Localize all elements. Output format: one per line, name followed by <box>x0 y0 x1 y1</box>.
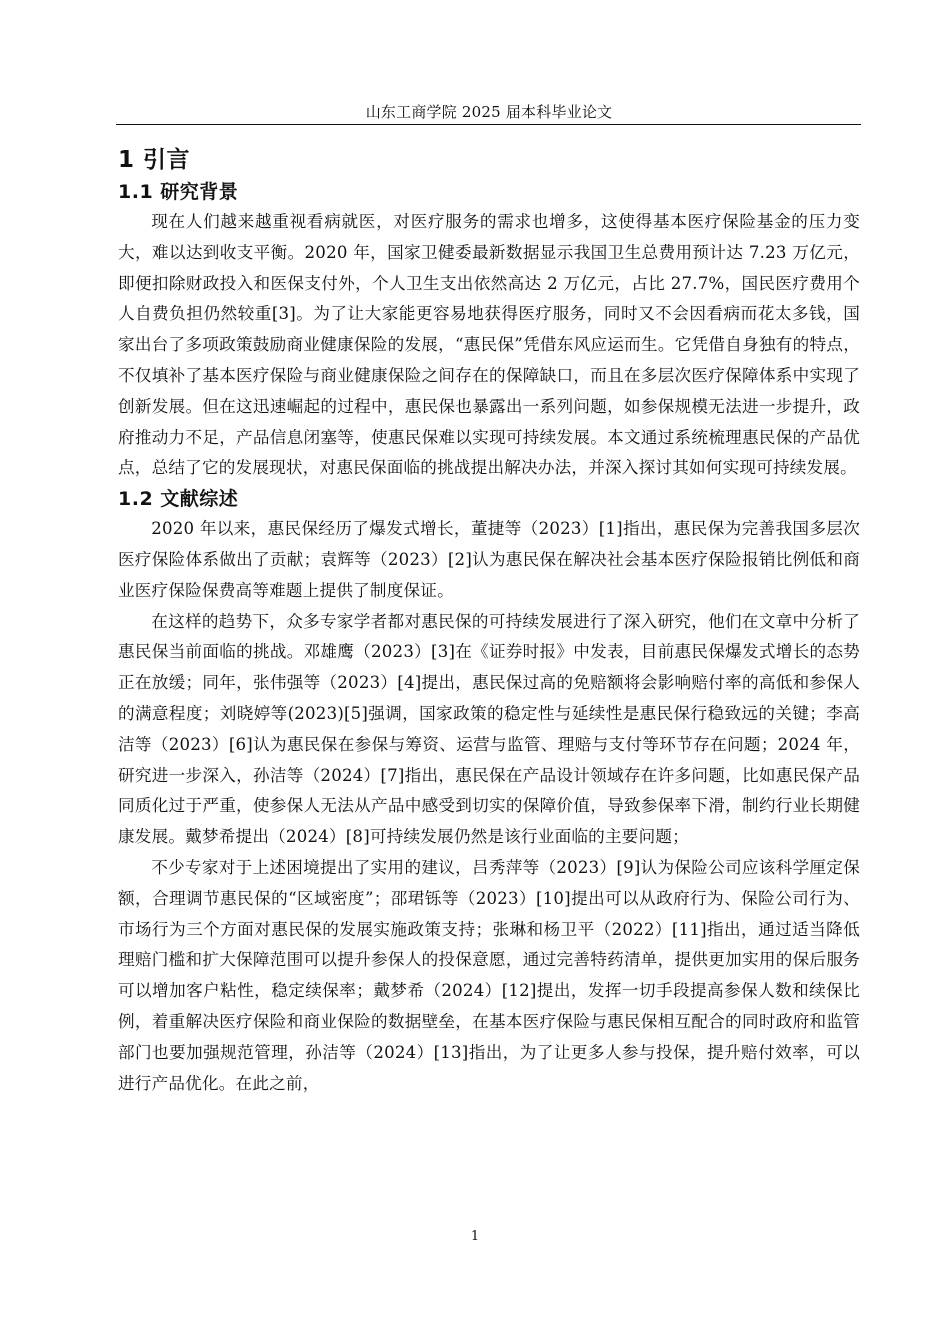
literature-review-paragraph-3: 不少专家对于上述困境提出了实用的建议，吕秀萍等（2023）[9]认为保险公司应该科学厘定保额，合理调节惠民保的“区域密度”；邵珺铄等（2023）[10]提出可以从政府行为、保险公司行为、市场行为三个方面对惠民保的发展实施政策支持；张琳和杨卫平（2022）[11]指出，通过适当降低理赔门槛和扩大保障范围可以提升参保人的投保意愿，通过完善特药清单，提供更加实用的保后服务可以增加客户粘性，稳定续保率；戴梦希（2024）[12]提出，发挥一切手段提高参保人数和续保比例，着重解决医疗保险和商业保险的数据壁垒，在基本医疗保险与惠民保相互配合的同时政府和监管部门也要加强规范管理，孙洁等（2024）[13]指出，为了让更多人参与投保，提升赔付效率，可以进行产品优化。在此之前， <box>118 857 860 1093</box>
section-title-research-background: 1.1 研究背景 <box>118 181 239 203</box>
literature-review-paragraph-2: 在这样的趋势下，众多专家学者都对惠民保的可持续发展进行了深入研究，他们在文章中分析了惠民保当前面临的挑战。邓雄鹰（2023）[3]在《证券时报》中发表，目前惠民保爆发式增长的态势正在放缓；同年，张伟强等（2023）[4]提出，惠民保过高的免赔额将会影响赔付率的高低和参保人的满意程度；刘晓婷等(2023)[5]强调，国家政策的稳定性与延续性是惠民保行稳致远的关键；李高洁等（2023）[6]认为惠民保在参保与筹资、运营与监管、理赔与支付等环节存在问题；2024 年，研究进一步深入，孙洁等（2024）[7]指出，惠民保在产品设计领域存在许多问题，比如惠民保产品同质化过于严重，使参保人无法从产品中感受到切实的保障价值，导致参保率下滑，制约行业长期健康发展。戴梦希提出（2024）[8]可持续发展仍然是该行业面临的主要问题； <box>118 611 860 847</box>
section-title-literature-review: 1.2 文献综述 <box>118 488 239 511</box>
research-background-paragraph: 现在人们越来越重视看病就医，对医疗服务的需求也增多，这使得基本医疗保险基金的压力变大，难以达到收支平衡。2020 年，国家卫健委最新数据显示我国卫生总费用预计达 7.23 万亿元，即便扣除财政投入和医保支付外，个人卫生支出依然高达 2 万亿元，占比 27.7%，国民医疗费用个人自费负担仍然较重[3]。为了让大家能更容易地获得医疗服务，同时又不会因看病而花太多钱，国家出台了多项政策鼓励商业健康保险的发展，“惠民保”凭借东风应运而生。它凭借自身独有的特点，不仅填补了基本医疗保险与商业健康保险之间存在的保障缺口，而且在多层次医疗保障体系中实现了创新发展。但在这迅速崛起的过程中，惠民保也暴露出一系列问题，如参保规模无法进一步提升，政府推动力不足，产品信息闭塞等，使惠民保难以实现可持续发展。本文通过系统梳理惠民保的产品优点，总结了它的发展现状，对惠民保面临的挑战提出解决办法，并深入探讨其如何实现可持续发展。 <box>118 212 860 478</box>
chapter-title: 1 引言 <box>118 147 191 173</box>
document-body <box>118 143 860 1099</box>
header-rule <box>116 124 861 125</box>
page-number: 1 <box>470 1229 480 1244</box>
section-research-background <box>118 177 860 484</box>
running-header: 山东工商学院 2025 届本科毕业论文 <box>365 103 613 121</box>
literature-review-paragraph-1: 2020 年以来，惠民保经历了爆发式增长，董捷等（2023）[1]指出，惠民保为完善我国多层次医疗保险体系做出了贡献；袁辉等（2023）[2]认为惠民保在解决社会基本医疗保险报销比例低和商业医疗保险保费高等难题上提供了制度保证。 <box>118 519 860 600</box>
section-literature-review <box>118 484 860 1099</box>
